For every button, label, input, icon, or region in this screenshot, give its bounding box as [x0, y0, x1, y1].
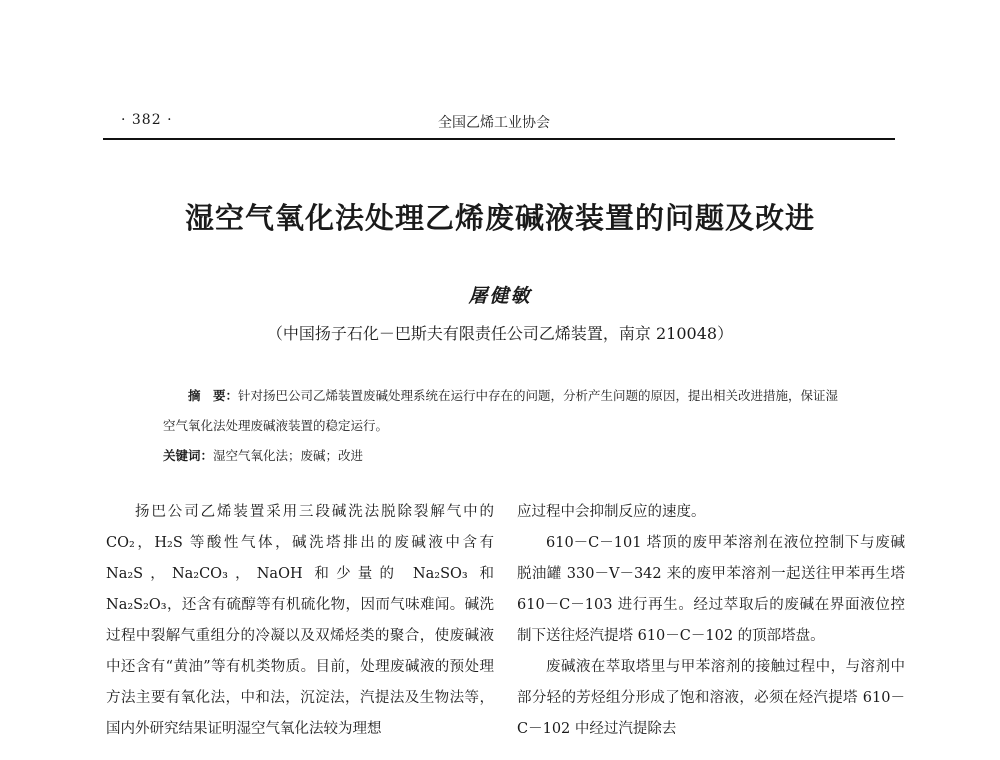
running-header	[103, 112, 895, 138]
keywords	[163, 441, 843, 471]
abstract-text: 针对扬巴公司乙烯装置废碱处理系统在运行中存在的问题，分析产生问题的原因，提出相关改进措施，保证湿空气氧化法处理废碱液装置的稳定运行。	[163, 388, 839, 433]
page-number: · 382 ·	[121, 112, 173, 128]
body-paragraph: 应过程中会抑制反应的速度。	[517, 504, 706, 520]
author-affiliation: （中国扬子石化－巴斯夫有限责任公司乙烯装置，南京 210048）	[266, 324, 734, 343]
header-rule	[103, 138, 895, 140]
author-name: 屠健敏	[468, 285, 532, 307]
body-column-left	[106, 497, 494, 745]
body-paragraph: 废碱液在萃取塔里与甲苯溶剂的接触过程中，与溶剂中部分轻的芳烃组分形成了饱和溶液，必须在烃汽提塔 610－C－102 中经过汽提除去	[517, 659, 905, 737]
keywords-text: 湿空气氧化法；废碱；改进	[213, 448, 364, 463]
abstract-label: 摘 要：	[188, 388, 239, 403]
keywords-label: 关键词：	[163, 448, 214, 463]
body-paragraph: 610－C－101 塔顶的废甲苯溶剂在液位控制下与废碱脱油罐 330－V－342 来的废甲苯溶剂一起送往甲苯再生塔 610－C－103 进行再生。经过萃取后的废碱在界面液位控制下送往烃汽提塔 610－C－102 的顶部塔盘。	[517, 535, 905, 644]
abstract	[163, 381, 843, 441]
body-column-right	[517, 497, 905, 745]
running-title: 全国乙烯工业协会	[438, 115, 550, 131]
article-title: 湿空气氧化法处理乙烯废碱液装置的问题及改进	[184, 201, 815, 235]
abstract-block	[163, 381, 843, 471]
body-paragraph: 扬巴公司乙烯装置采用三段碱洗法脱除裂解气中的 CO₂，H₂S 等酸性气体，碱洗塔排出的废碱液中含有 Na₂S，Na₂CO₃，NaOH 和少量的 Na₂SO₃ 和 Na₂S₂O₃，还含有硫醇等有机硫化物，因而气味难闻。碱洗过程中裂解气重组分的冷凝以及双烯烃类的聚合，使废碱液中还含有“黄油”等有机类物质。目前，处理废碱液的预处理方法主要有氧化法，中和法，沉淀法，汽提法及生物法等，国内外研究结果证明湿空气氧化法较为理想	[106, 504, 494, 737]
